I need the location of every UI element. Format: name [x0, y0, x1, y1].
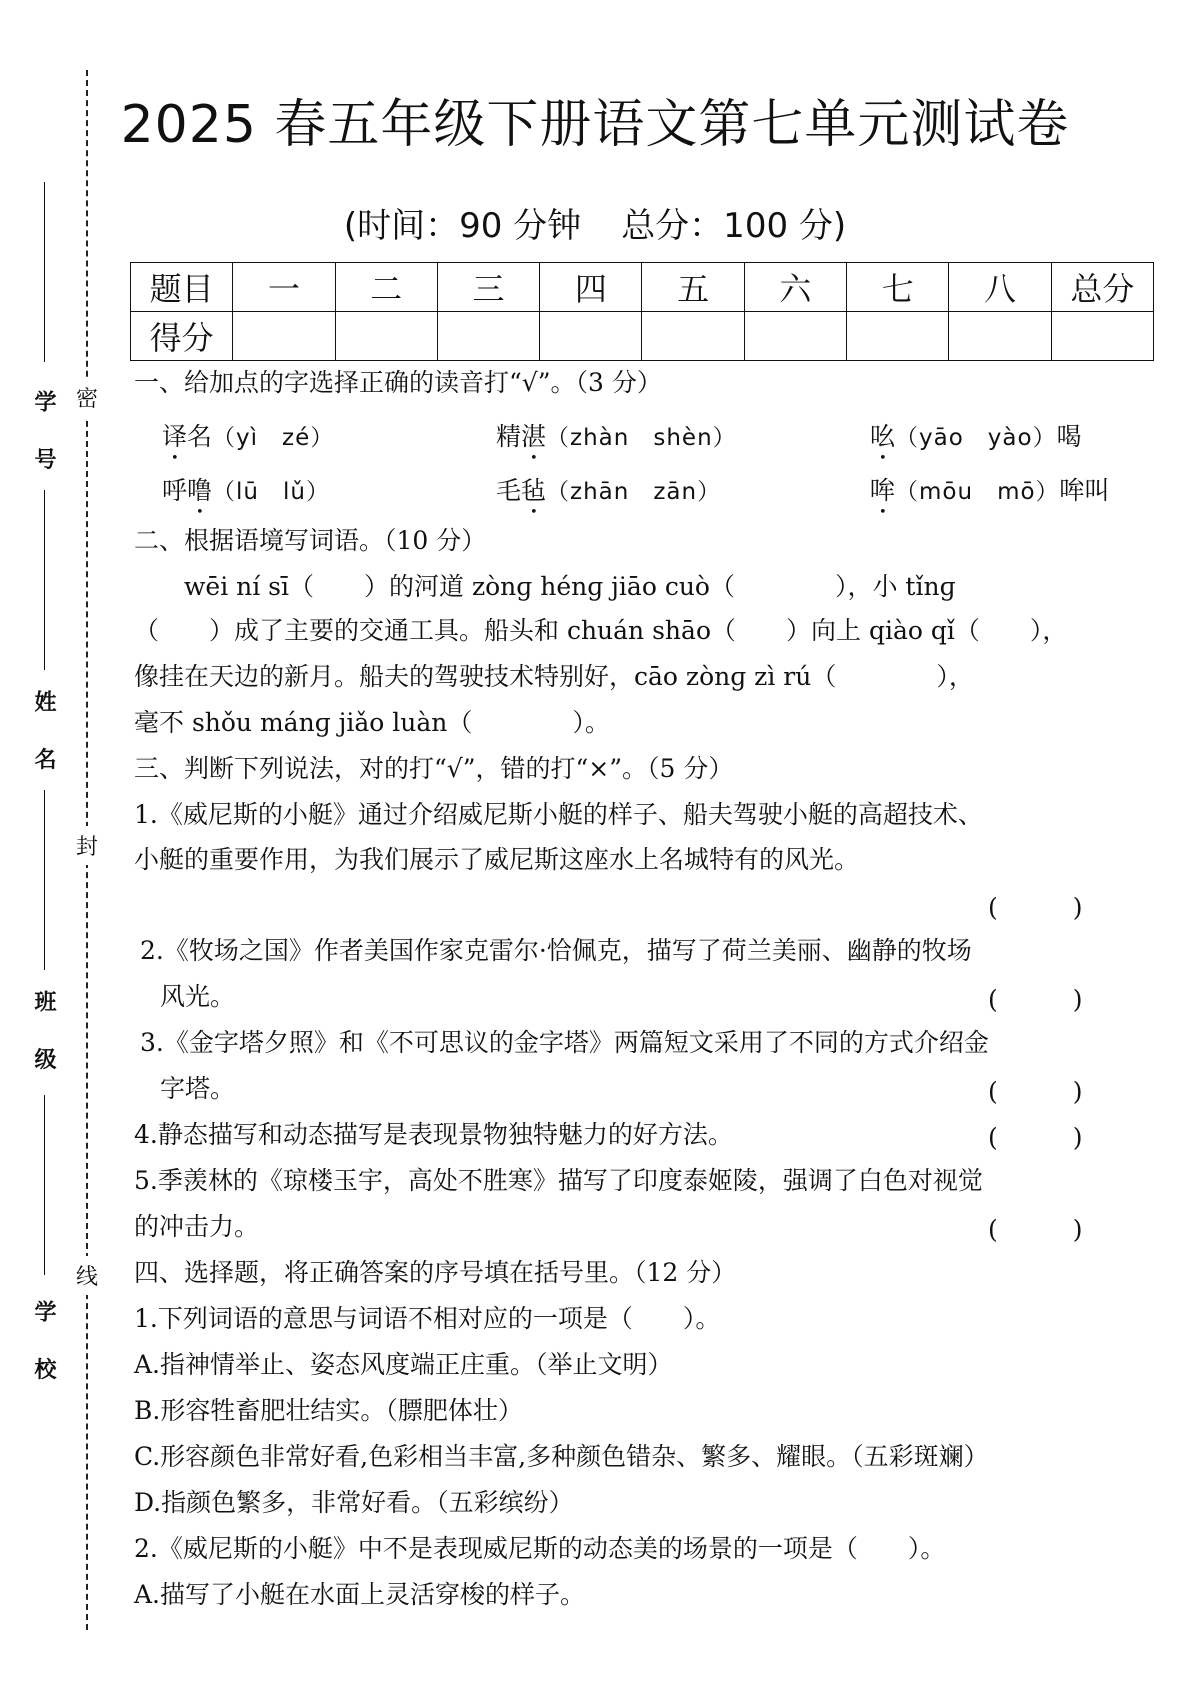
- pinyin-options[interactable]: （zhàn shèn）: [546, 425, 737, 451]
- school-rule: [44, 1095, 45, 1275]
- judge-question-5-cont: 的冲击力。: [134, 1212, 260, 1241]
- section2-heading: 二、根据语境写词语。（10 分）: [134, 526, 487, 555]
- score-header-cell: 七: [847, 263, 949, 312]
- pinyin-options[interactable]: （zhān zān）: [546, 479, 722, 505]
- score-entry-cell[interactable]: [949, 312, 1051, 361]
- score-header-cell: 八: [949, 263, 1051, 312]
- score-entry-cell[interactable]: [1051, 312, 1153, 361]
- choice-option: A.描写了小艇在水面上灵活穿梭的样子。: [134, 1580, 586, 1609]
- score-header-cell: 总分: [1051, 263, 1153, 312]
- item-text: 名: [187, 422, 213, 451]
- score-table-header-row: [131, 263, 1154, 312]
- section1-heading: 一、给加点的字选择正确的读音打“√”。（3 分）: [134, 368, 662, 397]
- pronunciation-item: [870, 420, 1082, 466]
- pronunciation-item: [162, 474, 330, 520]
- exam-time: (时间：90 分钟: [343, 206, 582, 246]
- score-row-label: 得分: [131, 312, 233, 361]
- choice-option: B.形容牲畜肥壮结实。（膘肥体壮）: [134, 1396, 523, 1425]
- pronunciation-item: [496, 474, 721, 520]
- score-entry-cell[interactable]: [335, 312, 437, 361]
- school-label: 学 校: [31, 1300, 56, 1394]
- exam-total: 总分：100 分): [621, 206, 847, 246]
- section4-heading: 四、选择题，将正确答案的序号填在括号里。（12 分）: [134, 1258, 737, 1287]
- pinyin-options[interactable]: （mōu mō）: [895, 479, 1060, 505]
- score-entry-cell[interactable]: [744, 312, 846, 361]
- choice-option: D.指颜色繁多，非常好看。（五彩缤纷）: [134, 1488, 574, 1517]
- section2-text-line: wēi ní sī（ ）的河道 zònɡ hénɡ jiāo cuò（ ），小 tǐnɡ: [134, 572, 956, 601]
- choice-question-2: 2.《威尼斯的小艇》中不是表现威尼斯的动态美的场景的一项是（ ）。: [134, 1534, 946, 1563]
- dotted-char: 湛: [521, 422, 547, 451]
- judge-question-1-cont: 小艇的重要作用，为我们展示了威尼斯这座水上名城特有的风光。: [134, 845, 860, 874]
- section2-text-line: （ ）成了主要的交通工具。船头和 chuán shāo（ ）向上 qiào qǐ（ ），: [134, 616, 1068, 645]
- score-header-cell: 三: [437, 263, 539, 312]
- student-id-label: 学 号: [31, 390, 56, 484]
- score-entry-cell[interactable]: [540, 312, 642, 361]
- item-text: 呼: [162, 476, 188, 505]
- item-text: 毛: [496, 476, 522, 505]
- choice-option: C.形容颜色非常好看,色彩相当丰富,多种颜色错杂、繁多、耀眼。（五彩斑斓）: [134, 1442, 989, 1471]
- pronunciation-item: [496, 420, 737, 466]
- pinyin-options[interactable]: （lū lǔ）: [212, 479, 330, 505]
- score-header-cell: 四: [540, 263, 642, 312]
- score-entry-cell[interactable]: [847, 312, 949, 361]
- pinyin-options[interactable]: （yì zé）: [212, 425, 335, 451]
- pronunciation-item: [162, 420, 334, 466]
- judge-question-2-cont: 风光。: [160, 982, 236, 1011]
- score-header-cell: 一: [233, 263, 335, 312]
- dotted-char: 吆: [870, 422, 896, 451]
- class-label: 班 级: [31, 990, 56, 1084]
- judge-question-2: 2.《牧场之国》作者美国作家克雷尔·恰佩克，描写了荷兰美丽、幽静的牧场: [140, 936, 972, 965]
- seal-char-mi: 密: [76, 378, 98, 417]
- score-header-cell: 六: [744, 263, 846, 312]
- judge-question-4: 4.静态描写和动态描写是表现景物独特魅力的好方法。: [134, 1120, 733, 1149]
- score-header-cell: 二: [335, 263, 437, 312]
- judge-question-3: 3.《金字塔夕照》和《不可思议的金字塔》两篇短文采用了不同的方式介绍金: [140, 1028, 989, 1057]
- score-header-cell: 五: [642, 263, 744, 312]
- pronunciation-item: [870, 474, 1110, 520]
- answer-blank[interactable]: ( ): [988, 1077, 1083, 1106]
- answer-blank[interactable]: ( ): [988, 985, 1083, 1014]
- section2-text-line: 像挂在天边的新月。船夫的驾驶技术特别好，cāo zònɡ zì rú（ ），: [134, 662, 974, 691]
- name-label: 姓 名: [31, 690, 56, 784]
- section2-text-line: 毫不 shǒu mánɡ jiǎo luàn（ ）。: [134, 708, 610, 737]
- dotted-char: 噜: [187, 476, 213, 505]
- section3-heading: 三、判断下列说法，对的打“√”，错的打“×”。（5 分）: [134, 754, 734, 783]
- exam-info: [0, 198, 1190, 247]
- score-header-cell: 题目: [131, 263, 233, 312]
- seal-char-feng: 封: [76, 826, 98, 865]
- answer-blank[interactable]: ( ): [988, 1123, 1083, 1152]
- answer-blank[interactable]: ( ): [988, 1215, 1083, 1244]
- item-text: 哞叫: [1059, 476, 1110, 505]
- answer-blank[interactable]: ( ): [988, 893, 1083, 922]
- dotted-char: 毡: [521, 476, 547, 505]
- class-rule: [44, 790, 45, 970]
- judge-question-5: 5.季羡林的《琼楼玉宇，高处不胜寒》描写了印度泰姬陵，强调了白色对视觉: [134, 1166, 983, 1195]
- score-entry-cell[interactable]: [233, 312, 335, 361]
- page-title: 2025 春五年级下册语文第七单元测试卷: [120, 95, 1070, 155]
- judge-question-3-cont: 字塔。: [160, 1074, 236, 1103]
- name-rule: [44, 490, 45, 670]
- pinyin-options[interactable]: （yāo yào）: [895, 425, 1057, 451]
- choice-question-1: 1.下列词语的意思与词语不相对应的一项是（ ）。: [134, 1304, 721, 1333]
- score-table: [130, 262, 1154, 361]
- seal-char-xian: 线: [76, 1256, 98, 1295]
- dotted-char: 译: [162, 422, 188, 451]
- score-table-score-row: [131, 312, 1154, 361]
- score-entry-cell[interactable]: [437, 312, 539, 361]
- dotted-char: 哞: [870, 476, 896, 505]
- judge-question-1: 1.《威尼斯的小艇》通过介绍威尼斯小艇的样子、船夫驾驶小艇的高超技术、: [134, 800, 983, 829]
- item-text: 精: [496, 422, 522, 451]
- score-entry-cell[interactable]: [642, 312, 744, 361]
- item-text: 喝: [1056, 422, 1082, 451]
- choice-option: A.指神情举止、姿态风度端正庄重。（举止文明）: [134, 1350, 673, 1379]
